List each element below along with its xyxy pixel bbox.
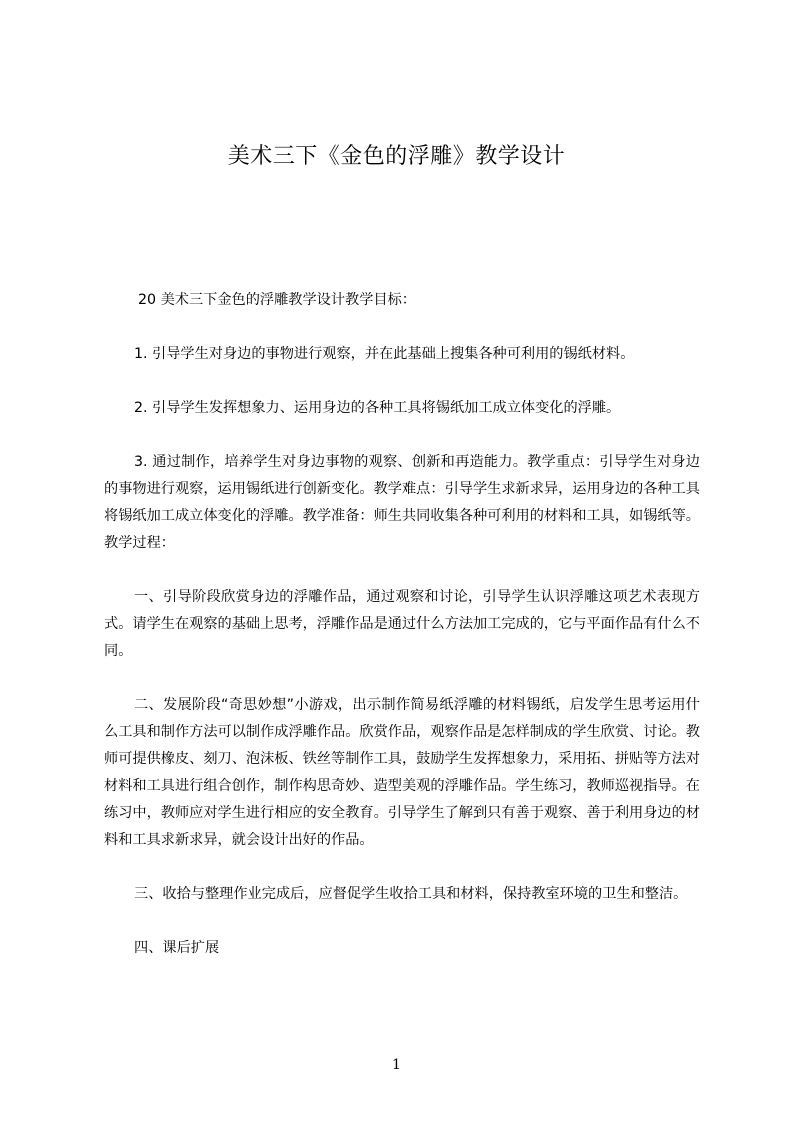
paragraph-stage-2: 二、发展阶段“奇思妙想”小游戏，出示制作简易纸浮雕的材料锡纸，启发学生思考运用什么工具和制作方法可以制作成浮雕作品。欣赏作品，观察作品是怎样制成的学生欣赏、讨论。教师可提供橡皮、刻刀、泡沫板、铁丝等制作工具，鼓励学生发挥想象力，采用拓、拼贴等方法对材料和工具进行组合创作，制作构思奇妙、造型美观的浮雕作品。学生练习，教师巡视指导。在练习中，教师应对学生进行相应的安全教育。引导学生了解到只有善于观察、善于利用身边的材料和工具求新求异，就会设计出好的作品。 xyxy=(104,697,700,848)
paragraph-objectives-heading: 20 美术三下金色的浮雕教学设计教学目标： xyxy=(138,292,416,308)
paragraph-objective-2: 2. 引导学生发挥想象力、运用身边的各种工具将锡纸加工成立体变化的浮雕。 xyxy=(134,400,621,416)
paragraph-objective-1: 1. 引导学生对身边的事物进行观察，并在此基础上搜集各种可利用的锡纸材料。 xyxy=(134,346,635,362)
paragraph-objective-3: 3. 通过制作，培养学生对身边事物的观察、创新和再造能力。教学重点：引导学生对身边的事物进行观察，运用锡纸进行创新变化。教学难点：引导学生求新求异，运用身边的各种工具将锡纸加工成立体变化的浮雕。教学准备：师生共同收集各种可利用的材料和工具，如锡纸等。教学过程： xyxy=(104,454,700,551)
document-title: 美术三下《金色的浮雕》教学设计 xyxy=(227,144,566,169)
paragraph-stage-3: 三、收拾与整理作业完成后，应督促学生收拾工具和材料，保持教室环境的卫生和整洁。 xyxy=(134,886,688,902)
document-body xyxy=(104,287,700,989)
page-number: 1 xyxy=(392,1057,401,1073)
paragraph-stage-4: 四、课后扩展 xyxy=(134,940,220,956)
paragraph-stage-1: 一、引导阶段欣赏身边的浮雕作品，通过观察和讨论，引导学生认识浮雕这项艺术表现方式。请学生在观察的基础上思考，浮雕作品是通过什么方法加工完成的，它与平面作品有什么不同。 xyxy=(104,589,700,659)
